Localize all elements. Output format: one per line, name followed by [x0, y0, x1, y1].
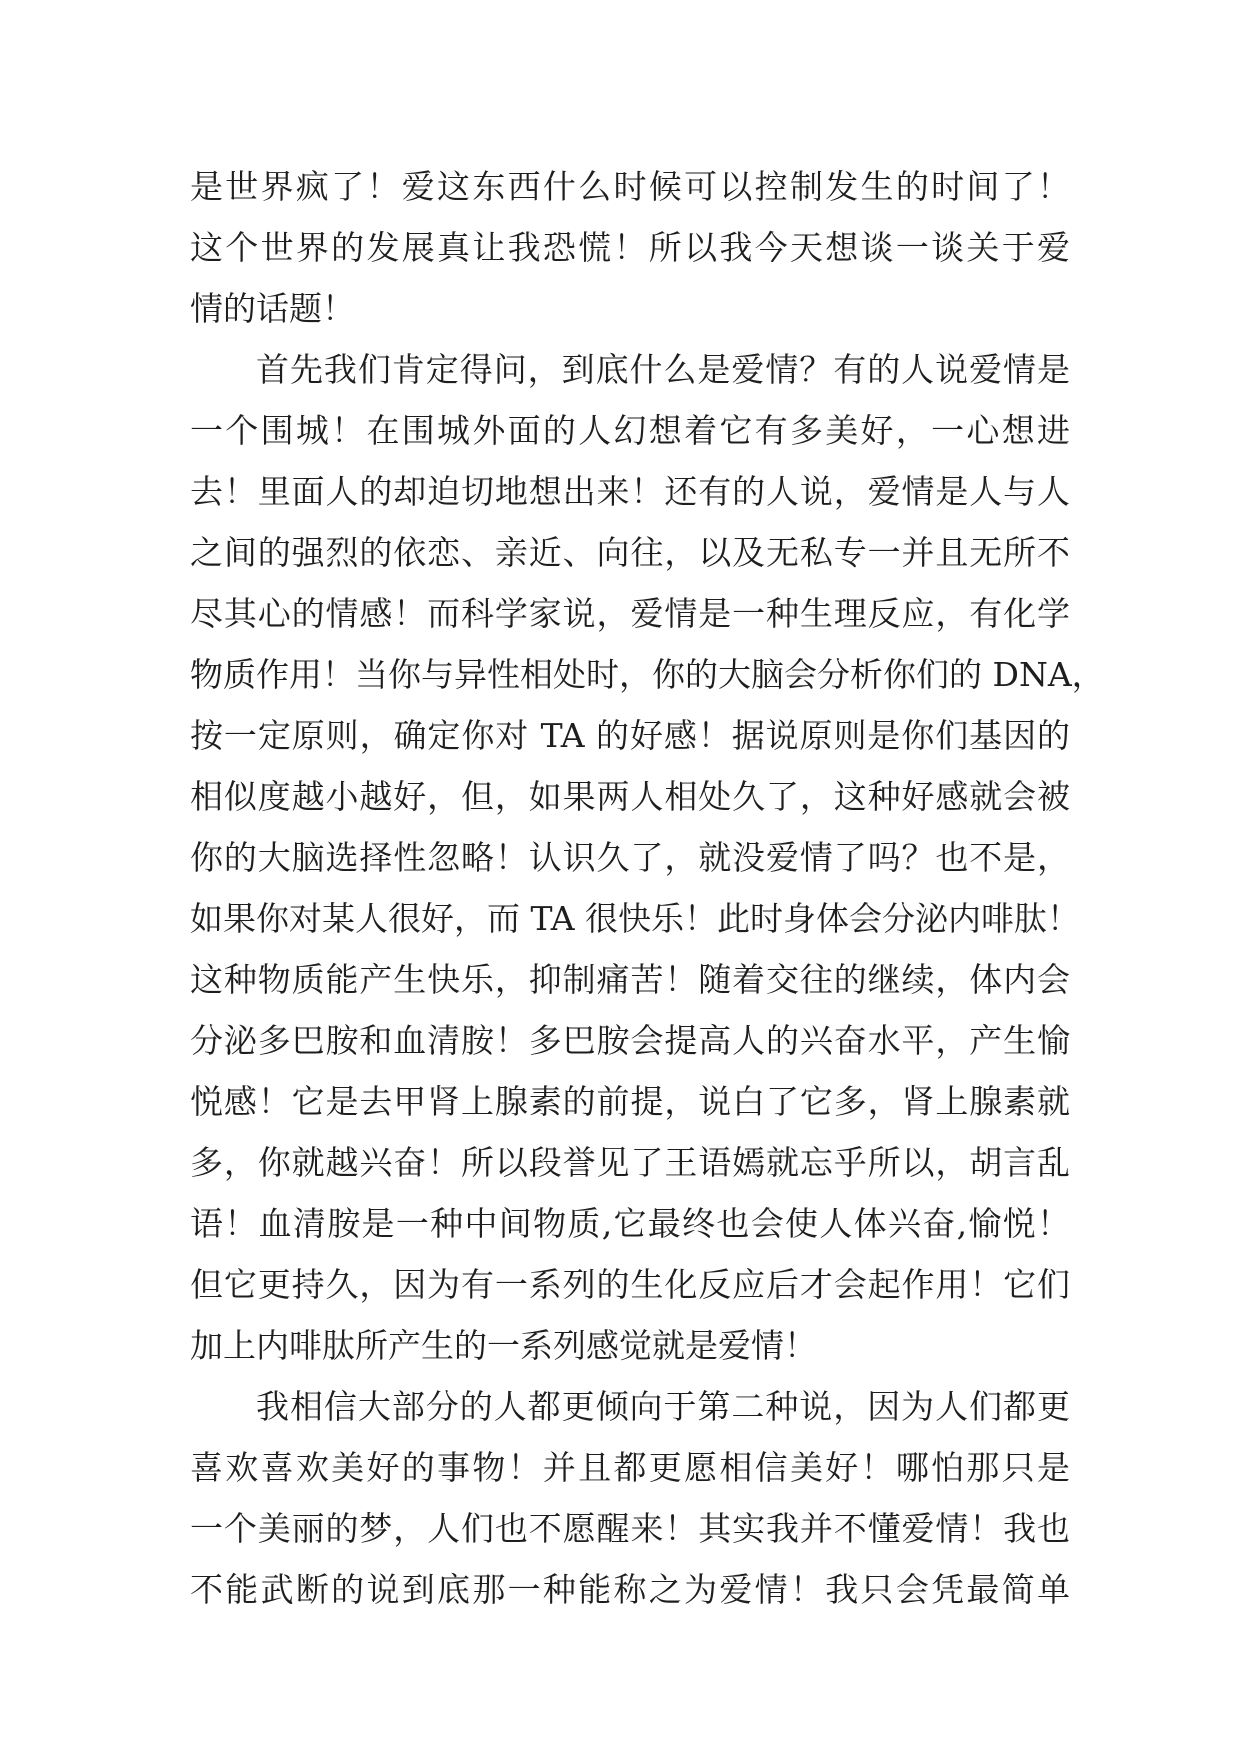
text-line: 之间的强烈的依恋、亲近、向往，以及无私专一并且无所不	[190, 533, 1070, 572]
text-line: 物质作用！当你与异性相处时，你的大脑会分析你们的 DNA，	[190, 655, 1105, 694]
text-line: 这种物质能产生快乐，抑制痛苦！随着交往的继续，体内会	[190, 960, 1070, 999]
text-line: 一个围城！在围城外面的人幻想着它有多美好，一心想进	[190, 411, 1070, 450]
text-line: 我相信大部分的人都更倾向于第二种说，因为人们都更	[256, 1387, 1070, 1426]
text-line: 不能武断的说到底那一种能称之为爱情！我只会凭最简单	[190, 1570, 1070, 1609]
text-line: 分泌多巴胺和血清胺！多巴胺会提高人的兴奋水平，产生愉	[190, 1021, 1070, 1060]
text-line: 但它更持久，因为有一系列的生化反应后才会起作用！它们	[190, 1265, 1070, 1304]
text-line: 喜欢喜欢美好的事物！并且都更愿相信美好！哪怕那只是	[190, 1448, 1070, 1487]
text-line: 这个世界的发展真让我恐慌！所以我今天想谈一谈关于爱	[190, 228, 1070, 267]
text-line: 语！血清胺是一种中间物质,它最终也会使人体兴奋,愉悦！	[190, 1204, 1070, 1243]
text-line: 情的话题！	[190, 289, 355, 328]
text-line: 加上内啡肽所产生的一系列感觉就是爱情！	[190, 1326, 817, 1365]
body-text	[190, 156, 1105, 1620]
text-line: 悦感！它是去甲肾上腺素的前提，说白了它多，肾上腺素就	[190, 1082, 1070, 1121]
text-line: 尽其心的情感！而科学家说，爱情是一种生理反应，有化学	[190, 594, 1070, 633]
text-line: 去！里面人的却迫切地想出来！还有的人说，爱情是人与人	[190, 472, 1070, 511]
text-line: 一个美丽的梦，人们也不愿醒来！其实我并不懂爱情！我也	[190, 1509, 1070, 1548]
text-line: 你的大脑选择性忽略！认识久了，就没爱情了吗？也不是，	[190, 838, 1070, 877]
text-line: 相似度越小越好，但，如果两人相处久了，这种好感就会被	[190, 777, 1070, 816]
text-line: 多，你就越兴奋！所以段誉见了王语嫣就忘乎所以，胡言乱	[190, 1143, 1070, 1182]
text-line: 如果你对某人很好，而 TA 很快乐！此时身体会分泌内啡肽！	[190, 899, 1081, 938]
text-line: 是世界疯了！爱这东西什么时候可以控制发生的时间了！	[190, 167, 1070, 206]
text-line: 按一定原则，确定你对 TA 的好感！据说原则是你们基因的	[190, 716, 1070, 755]
text-line: 首先我们肯定得问，到底什么是爱情？有的人说爱情是	[256, 350, 1070, 389]
